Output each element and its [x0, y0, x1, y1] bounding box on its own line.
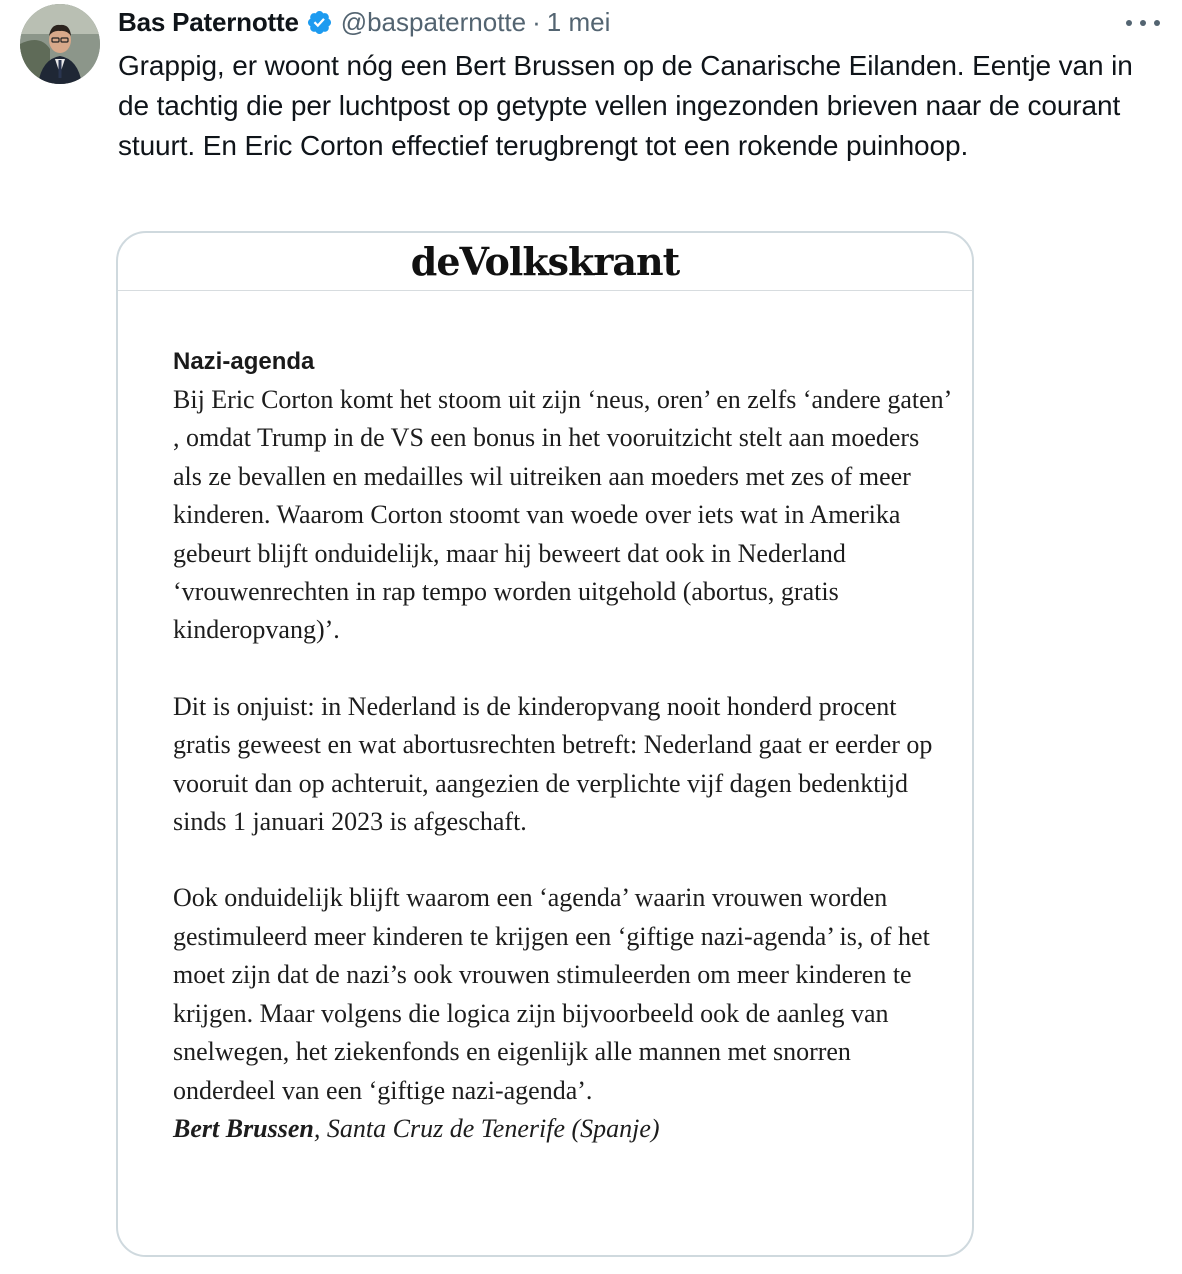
tweet-text: Grappig, er woont nóg een Bert Brussen op de Canarische Eilanden. Eentje van in de tachtig die per luchtpost op getypte vellen ingezonden brieven naar de courant stuurt. En Eric Corton effectief terugbrengt tot een rokende puinhoop.	[118, 50, 1133, 161]
avatar-image	[20, 4, 100, 84]
newspaper-masthead	[118, 233, 972, 291]
masthead-title: deVolkskrant	[410, 239, 680, 284]
article-paragraph: Bij Eric Corton komt het stoom uit zijn ‘neus, oren’ en zelfs ‘andere gaten’ , omdat Trump in de VS een bonus in het vooruitzicht stelt aan moeders als ze bevallen en medailles wil uitreiken aan moeders met zes of meer kinderen. Waarom Corton stoomt van woede over iets wat in Amerika gebeurt blijft onduidelijk, maar hij beweert dat ook in Nederland ‘vrouwenrechten in rap tempo worden uitgehold (abortus, gratis kinderopvang)’.	[173, 385, 951, 645]
article-paragraph: Dit is onjuist: in Nederland is de kinderopvang nooit honderd procent gratis geweest en wat abortusrechten betreft: Nederland gaat er eerder op vooruit dan op achteruit, aangezien de verplichte vijf dagen bedenktijd sinds 1 januari 2023 is afgeschaft.	[173, 691, 933, 837]
tweet-date[interactable]: 1 mei	[546, 6, 611, 37]
avatar[interactable]	[20, 4, 100, 84]
signature-name: Bert Brussen	[173, 1113, 314, 1143]
signature-place: , Santa Cruz de Tenerife (Spanje)	[313, 1113, 660, 1143]
more-dot	[1126, 20, 1132, 26]
author-handle[interactable]: @baspaternotte	[340, 6, 527, 37]
letter-article	[173, 343, 953, 1148]
tweet-header	[118, 4, 610, 40]
more-dot	[1154, 20, 1160, 26]
tweet-media-image[interactable]	[116, 231, 974, 1257]
author-name[interactable]: Bas Paternotte	[118, 6, 299, 37]
more-dot	[1140, 20, 1146, 26]
verified-badge-icon	[306, 9, 333, 36]
more-options-icon[interactable]	[1126, 10, 1160, 36]
header-separator: ·	[532, 6, 541, 37]
article-paragraph: Ook onduidelijk blijft waarom een ‘agenda’ waarin vrouwen worden gestimuleerd meer kinderen te krijgen een ‘giftige nazi-agenda’ is, of het moet zijn dat de nazi’s ook vrouwen stimuleerden om meer kinderen te krijgen. Maar volgens die logica zijn bijvoorbeeld ook de aanleg van snelwegen, het ziekenfonds en eigenlijk alle mannen met snorren onderdeel van een ‘giftige nazi-agenda’.	[173, 883, 930, 1105]
letter-signature	[173, 1110, 953, 1148]
article-heading: Nazi-agenda	[173, 348, 315, 375]
